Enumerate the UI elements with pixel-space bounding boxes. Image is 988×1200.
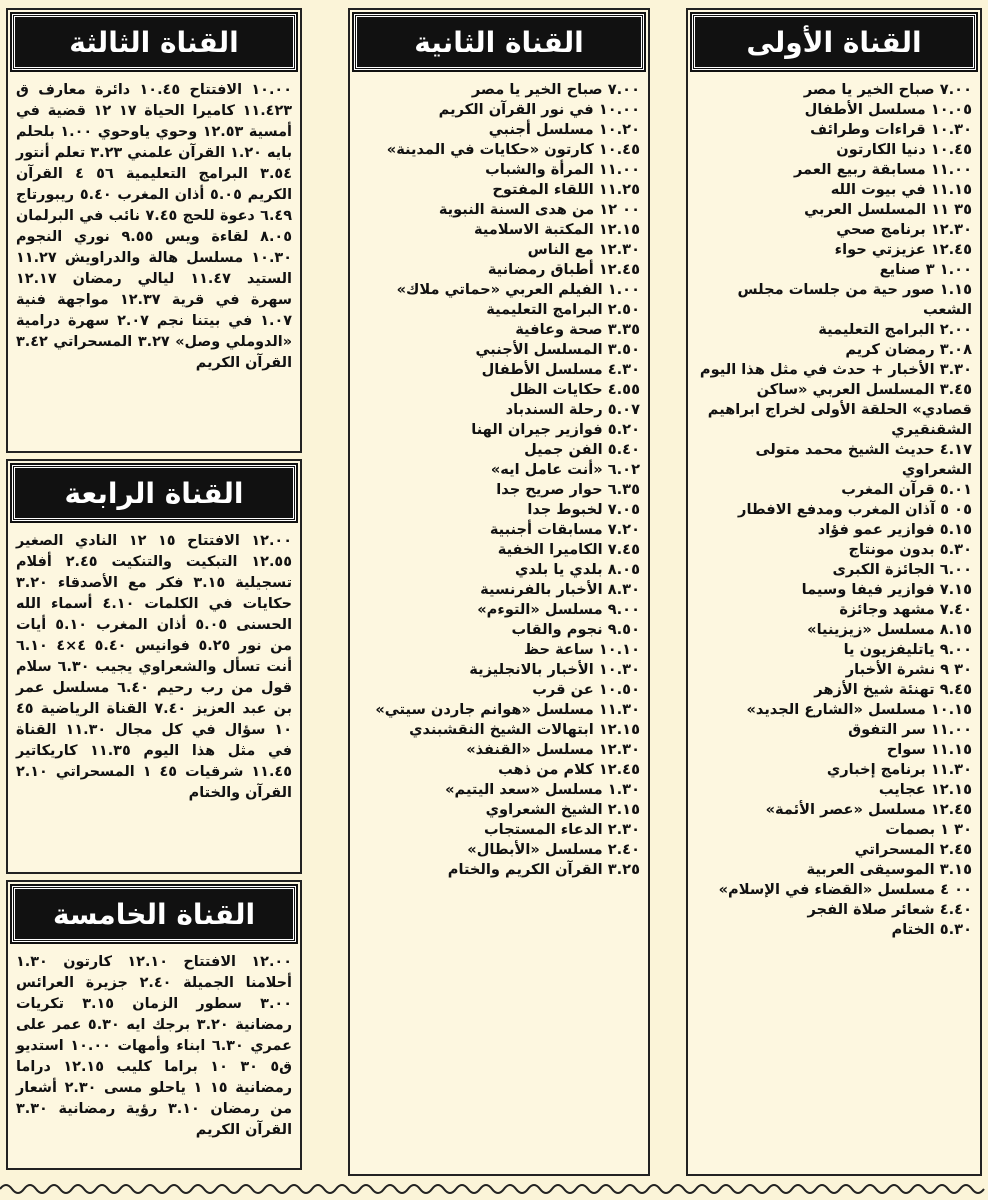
channel1-program-item: ٣٠ ١ بصمات [885,821,972,838]
channel2-program-item: ٤.٥٥ حكايات الظل [509,381,640,398]
channel1-program-item: ٧.٠٠ صباح الخير يا مصر [803,81,972,98]
channel1-program-item: ٣.٤٥ المسلسل العربي «ساكن قصادي» الحلقة الأولى لخراج ابراهيم الشقنقيري [707,381,972,438]
channel1-program-item: ٥.٣٠ بدون مونتاج [848,541,972,558]
channel2-program-item: ٢.٣٠ الدعاء المستجاب [483,821,640,838]
channel1-program-item: ٩.٤٥ تهنئة شيخ الأزهر [814,681,972,698]
channel1-program-item: ٧.١٥ فوازير فيفا وسيما [801,581,972,598]
channel1-program-item: ٣٠ ٩ نشرة الأخبار [845,661,972,678]
channel2-program-item: ١٢.١٥ ابتهالات الشيخ النقشبندي [409,721,640,738]
channel1-program-item: ١١.١٥ سواح [886,741,972,758]
channel2-program-item: ١.٠٠ الفيلم العربي «حماتي ملاك» [396,281,640,298]
channel2-title: القناة الثانية [354,14,644,70]
channel4-schedule: ١٢.٠٠ الافتتاح ١٥ ١٢ النادي الصغير ١٢.٥٥ التبكيت والتنكيت ٢.٤٥ أفلام تسجيلية ٣.١٥ فكر مع الأصدقاء ٣.٢٠ حكايات في الكلمات ٤.١٠ أسماء الله الحسنى ٥.٠٥ أذان المغرب ٥.١٠ أيات من نور ٥.٢٥ فوانيس ٥.٤٠ ٤×٤ ٦.١٠ أنت تسأل والشعراوي يجيب ٦.٣٠ سلام قول من رب رحيم ٦.٤٠ مسلسل عمر بن عبد العزيز ٧.٤٠ القناة الرياضية ٤٥ ١٠ سؤال في كل مجال ١١.٣٠ القناة في مثل هذا اليوم ١١.٣٥ كاريكاتير ١١.٤٥ شرقيات ٤٥ ١ المسحراتي ٢.١٠ القرآن والختام [16,533,293,801]
channel1-program-item: ٣٥ ١١ المسلسل العربي [804,201,972,218]
channel2-program-item: ١٠.٣٠ الأخبار بالانجليزية [469,661,640,678]
column-left [6,8,302,1176]
channel2-program-item: ١٠.٥٠ عن قرب [532,681,640,698]
channel2-program-item: ٢.٤٠ مسلسل «الأبطال» [467,841,640,858]
channel2-program-item: ٥.٠٧ رحلة السندباد [505,401,640,418]
channel1-schedule [688,74,980,940]
channel1-program-item: ٥.٣٠ الختام [891,921,972,938]
channel2-program-item: ١٢.٣٠ مسلسل «القنفذ» [466,741,640,758]
channel2-program-item: ١٠.١٠ ساعة حظ [523,641,640,658]
channel2-schedule [350,74,648,880]
channel3-box [6,8,302,453]
channel5-box [6,880,302,1170]
channel1-program-item: ٢.٤٥ المسحراتي [854,841,972,858]
channel1-program-item: ١١.٣٠ برنامج إخباري [826,761,972,778]
channel1-program-item: ١٢.٤٥ مسلسل «عصر الأئمة» [765,801,972,818]
channel1-program-item: ١.١٥ صور حية من جلسات مجلس الشعب [737,281,972,318]
channel2-program-item: ٧.٢٠ مسابقات أجنبية [489,521,640,538]
channel1-program-item: ١٠.٠٥ مسلسل الأطفال [804,101,972,118]
channel2-program-item: ٧.٠٠ صباح الخير يا مصر [471,81,640,98]
channel2-program-item: ٢.٥٠ البرامج التعليمية [486,301,640,318]
channel2-program-item: ٧.٠٥ لخبوط جدا [527,501,640,518]
channel2-program-item: ١.٣٠ مسلسل «سعد اليتيم» [445,781,640,798]
channel2-program-item: ٦.٣٥ حوار صريح جدا [496,481,640,498]
wavy-border-divider [0,1178,988,1200]
channel1-program-item: ١.٠٠ ٣ صنايع [879,261,972,278]
channel2-program-item: ١١.٣٠ مسلسل «هوانم جاردن سيتي» [375,701,640,718]
channel3-schedule: ١٠.٠٠ الافتتاح ١٠.٤٥ دائرة معارف ق ١١.٤٢٣ كاميرا الحياة ١٧ ١٢ قضية في أمسية ١٢.٥٣ وحوي ياوحوي ١.٠٠ بلحلم بايه ١.٢٠ القرآن علمني ٣.٢٣ تعلم أنتور ٣.٥٤ البرامج التعليمية ٥٦ ٤ القرآن الكريم ٥.٠٥ أذان المغرب ٥.٤٠ ريبورتاج ٦.٤٩ دعوة للحج ٧.٤٥ نائب في البرلمان ٨.٠٥ لقاءة ويس ٩.٥٥ نوري النجوم ١٠.٣٠ مسلسل هالة والدراويش ١١.٢٧ الستيد ١١.٤٧ ليالي رمضان ١٢.١٧ سهرة في قرية ١٢.٣٧ مواجهة فنية ١.٠٧ في بيتنا نجم ٢.٠٧ سهرة درامية «الدوملي وصل» ٣.٢٧ المسحراتي ٣.٤٢ القرآن الكريم [16,82,293,371]
channel1-program-item: ١٠.٤٥ دنيا الكارتون [836,141,972,158]
channel3-title: القناة الثالثة [12,14,296,70]
channel2-program-item: ٦.٠٢ «أنت عامل ايه» [490,461,640,478]
channel1-program-item: ١١.١٥ في بيوت الله [830,181,972,198]
channel1-program-item: ٣.١٥ الموسيقى العربية [806,861,972,878]
channel1-program-item: ١٠.١٥ مسلسل «الشارع الجديد» [746,701,972,718]
channel5-title: القناة الخامسة [12,886,296,942]
channel2-program-item: ٣.٢٥ القرآن الكريم والختام [447,861,640,878]
channel1-program-item: ١٢.٤٥ عزيزتي حواء [834,241,972,258]
channel2-program-item: ١١.٢٥ اللقاء المفتوح [492,181,640,198]
channel1-box [686,8,982,1176]
channel2-program-item: ٢.١٥ الشيخ الشعراوي [485,801,640,818]
channel2-box [348,8,650,1176]
channel2-program-item: ١٢.١٥ المكتبة الاسلامية [473,221,640,238]
channel1-program-item: ٦.٠٠ الجائزة الكبرى [832,561,972,578]
channel1-program-item: ٧.٤٠ مشهد وجائزة [839,601,972,618]
channel5-schedule: ١٢.٠٠ الافتتاح ١٢.١٠ كارتون ١.٣٠ أحلامنا الجميلة ٢.٤٠ جزيرة العرائس ٣.٠٠ سطور الزمان ٣.١٥ تكريات رمضانية ٣.٢٠ برجك ايه ٥.٣٠ عمر على عمري ٦.٣٠ ابناء وأمهات ١٠.٠٠ استديو ق٥ ٣٠ ١٠ براما كليب ١٢.١٥ دراما رمضانية ١٥ ١ ياحلو مسى ٢.٣٠ أشعار من رمضان ٣.١٠ رؤية رمضانية ٣.٣٠ القرآن الكريم [16,954,293,1138]
channel1-program-item: ١١.٠٠ مسابقة ربيع العمر [793,161,972,178]
channel1-program-item: ٥.١٥ فوازير عمو فؤاد [817,521,972,538]
channel1-program-item: ٨.١٥ مسلسل «زيزينيا» [807,621,972,638]
channel1-program-item: ١٠.٣٠ قراءات وطرائف [810,121,972,138]
channel1-program-item: ١٢.١٥ عجايب [878,781,972,798]
channel2-program-item: ٩.٠٠ مسلسل «التوءم» [477,601,640,618]
channel2-program-item: ٩.٥٠ نجوم والقاب [511,621,640,638]
channel1-program-item: ١٢.٣٠ برنامج صحي [836,221,972,238]
channel1-program-item: ٠٥ ٥ آذان المغرب ومدفع الافطار [738,501,972,518]
channel1-program-item: ٤.١٧ حديث الشيخ محمد متولى الشعراوي [755,441,972,478]
channel1-program-item: ٣.٠٨ رمضان كريم [845,341,972,358]
channel2-program-item: ٣.٣٥ صحة وعافية [515,321,640,338]
channel1-program-item: ٥.٠١ قرآن المغرب [841,481,972,498]
channel1-program-item: ٩.٠٠ ياتليفزيون يا [843,641,972,658]
channel1-program-item: ١١.٠٠ سر التفوق [848,721,972,738]
channel2-program-item: ١٠.٤٥ كارتون «حكايات في المدينة» [386,141,640,158]
channel2-program-item: ٣.٥٠ المسلسل الأجنبي [475,341,640,358]
channel2-program-item: ١٢.٤٥ كلام من ذهب [498,761,640,778]
channel2-program-item: ١٠.٠٠ في نور القرآن الكريم [438,101,640,118]
channel2-program-item: ١٢.٤٥ أطباق رمضانية [487,261,640,278]
channel2-program-item: ١٠.٢٠ مسلسل أجنبي [488,121,640,138]
channel2-program-item: ٥.٢٠ فوازير جيران الهنا [471,421,640,438]
channel1-program-item: ٠٠ ٤ مسلسل «القضاء في الإسلام» [718,881,972,898]
channel2-program-item: ١٢.٣٠ مع الناس [527,241,640,258]
channel2-program-item: ٧.٤٥ الكاميرا الخفية [497,541,640,558]
channel2-program-item: ٤.٣٠ مسلسل الأطفال [481,361,640,378]
channel1-title: القناة الأولى [692,14,976,70]
channel2-program-item: ٨.٣٠ الأخبار بالفرنسية [480,581,640,598]
channel1-program-item: ٤.٤٠ شعائر صلاة الفجر [807,901,972,918]
channel2-program-item: ٠٠ ١٢ من هدى السنة النبوية [438,201,640,218]
channel4-box [6,459,302,874]
channel1-program-item: ٣.٣٠ الأخبار + حدث في مثل هذا اليوم [699,361,972,378]
channel2-program-item: ٨.٠٥ بلدي يا بلدي [515,561,640,578]
channel4-title: القناة الرابعة [12,465,296,521]
channel1-program-item: ٢.٠٠ البرامج التعليمية [818,321,972,338]
channel2-program-item: ٥.٤٠ الفن جميل [524,441,640,458]
channel2-program-item: ١١.٠٠ المرأة والشباب [485,161,640,178]
